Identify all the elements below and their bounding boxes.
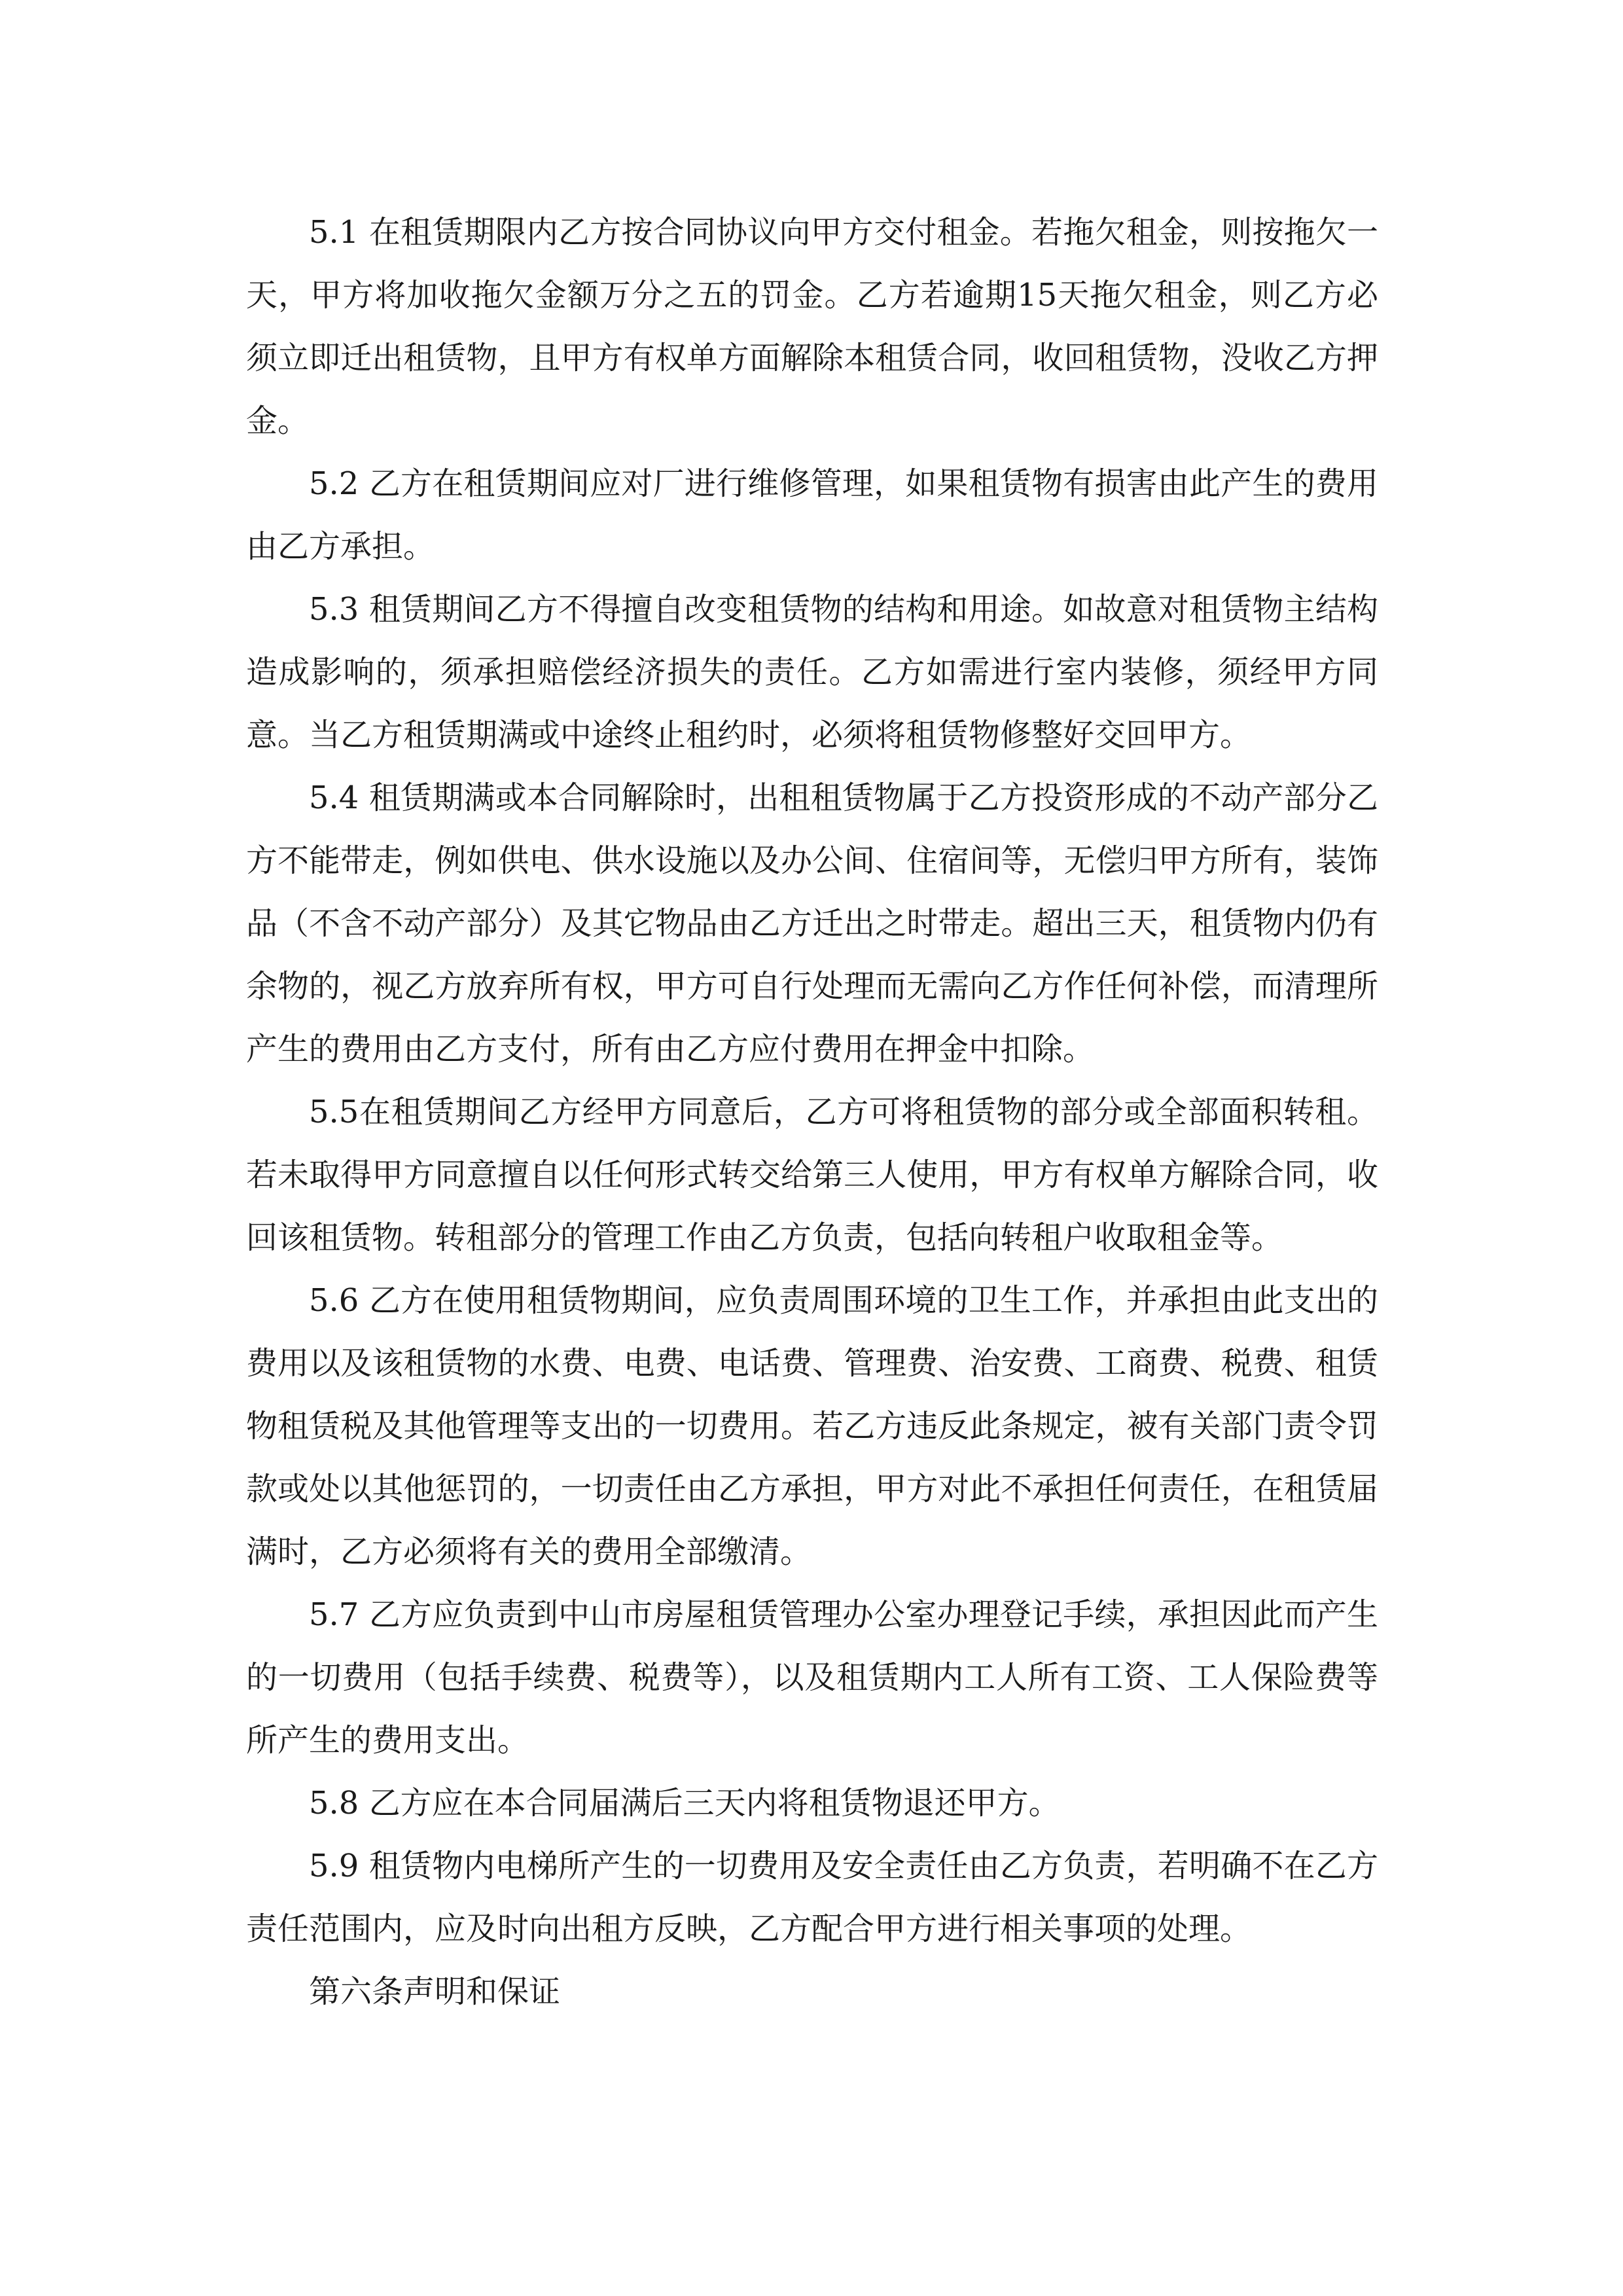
clause-number: 5.4 [309,780,359,816]
clause-text: 乙方在使用租赁物期间，应负责周围环境的卫生工作，并承担由此支出的费用以及该租赁物的水费、电费、电话费、管理费、治安费、工商费、税费、租赁物租赁税及其他管理等支出的一切费用。若乙方违反此条规定，被有关部门责令罚款或处以其他惩罚的，一切责任由乙方承担，甲方对此不承担任何责任，在租赁届满时，乙方必须将有关的费用全部缴清。 [246,1282,1378,1570]
clause-number: 5.8 [309,1785,359,1821]
clause-number: 5.5 [309,1094,359,1130]
clause-number: 5.6 [309,1282,359,1319]
clause-text: 乙方在租赁期间应对厂进行维修管理，如果租赁物有损害由此产生的费用由乙方承担。 [246,465,1378,565]
clause-5-1 [246,201,1378,452]
clause-text: 乙方应负责到中山市房屋租赁管理办公室办理登记手续，承担因此而产生的一切费用（包括手续费、税费等），以及租赁期内工人所有工资、工人保险费等所产生的费用支出。 [246,1596,1378,1759]
clause-5-2 [246,452,1378,578]
clause-number: 5.3 [309,591,359,628]
clause-5-4 [246,766,1378,1081]
clause-number: 5.2 [309,465,359,502]
clause-number: 5.9 [309,1848,359,1884]
clause-5-7 [246,1583,1378,1772]
clause-5-5 [246,1081,1378,1269]
clause-5-6 [246,1269,1378,1583]
clause-5-3 [246,578,1378,766]
clause-5-8 [246,1772,1378,1835]
document-body [246,201,1378,2023]
clause-5-9 [246,1835,1378,1960]
clause-text: 在租赁期限内乙方按合同协议向甲方交付租金。若拖欠租金，则按拖欠一天，甲方将加收拖欠金额万分之五的罚金。乙方若逾期15天拖欠租金，则乙方必须立即迁出租赁物，且甲方有权单方面解除本租赁合同，收回租赁物，没收乙方押金。 [246,214,1378,439]
clause-number: 5.7 [309,1596,359,1633]
clause-text: 在租赁期间乙方经甲方同意后，乙方可将租赁物的部分或全部面积转租。若未取得甲方同意擅自以任何形式转交给第三人使用，甲方有权单方解除合同，收回该租赁物。转租部分的管理工作由乙方负责，包括向转租户收取租金等。 [246,1094,1378,1256]
clause-text: 租赁物内电梯所产生的一切费用及安全责任由乙方负责，若明确不在乙方责任范围内，应及时向出租方反映，乙方配合甲方进行相关事项的处理。 [246,1848,1378,1947]
clause-text: 租赁期间乙方不得擅自改变租赁物的结构和用途。如故意对租赁物主结构造成影响的，须承担赔偿经济损失的责任。乙方如需进行室内装修，须经甲方同意。当乙方租赁期满或中途终止租约时，必须将租赁物修整好交回甲方。 [246,591,1378,753]
clause-text: 乙方应在本合同届满后三天内将租赁物退还甲方。 [368,1785,1060,1821]
section-heading: 第六条声明和保证 [309,1973,561,2010]
clause-number: 5.1 [309,214,359,251]
clause-text: 租赁期满或本合同解除时，出租租赁物属于乙方投资形成的不动产部分乙方不能带走，例如供电、供水设施以及办公间、住宿间等，无偿归甲方所有，装饰品（不含不动产部分）及其它物品由乙方迁出之时带走。超出三天，租赁物内仍有余物的，视乙方放弃所有权，甲方可自行处理而无需向乙方作任何补偿，而清理所产生的费用由乙方支付，所有由乙方应付费用在押金中扣除。 [246,780,1378,1067]
